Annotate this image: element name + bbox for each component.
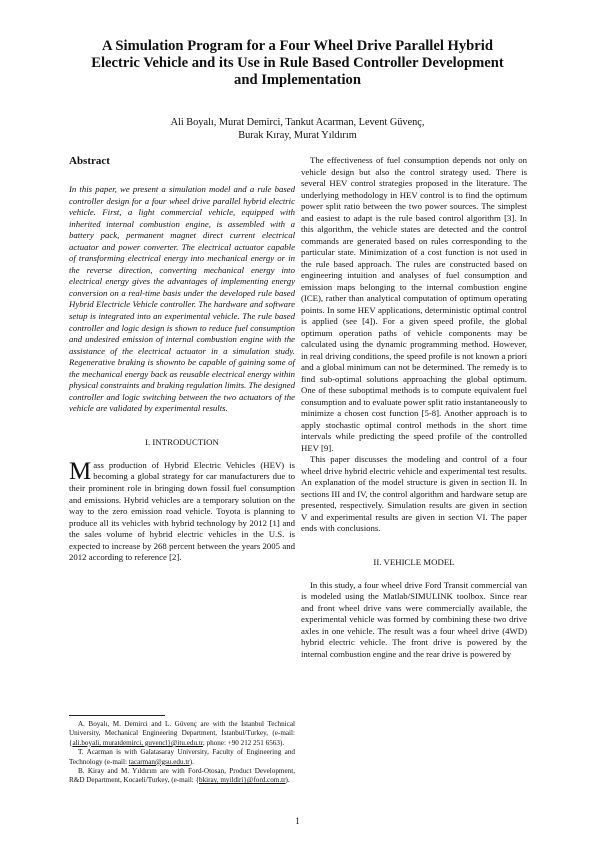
right-column (301, 155, 527, 660)
left-column (69, 155, 295, 564)
section-heading-introduction: I. INTRODUCTION (145, 436, 219, 447)
footnote-2 (69, 748, 295, 767)
body-paragraph-3: In this study, a four wheel drive Ford Transit commercial van is modeled using the Matlab/SIMULINK toolbox. Since rear and front wheel drive vans were commercially available, the experimental vehicle was formed by combining these two drive axles in one vehicle. The result was a four wheel drive (4WD) hybrid electric vehicle. The front drive is powered by the internal combustion engine and the rear drive is powered by (301, 579, 527, 659)
author-list (60, 116, 535, 142)
footnote-3 (69, 767, 295, 786)
footnote-1 (69, 720, 295, 748)
body-paragraph-1: The effectiveness of fuel consumption depends not only on vehicle design but also the control strategy used. There is several HEV control strategies proposed in the literature. The underlying methodology in HEV control is to find the optimum power split ratio between the two power sources. The simplest and easiest to adapt is the rule based control algorithm [3]. In this algorithm, the vehicle states are detected and the control commands are generated based on rules corresponding to the particular state. Minimization of a cost function is not used in the rule based approach. The rules are constructed based on engineering intuition and analyses of fuel consumption and emission maps belonging to the internal combustion engine (ICE), rather than analytical computation of optimum operating points. In some HEV applications, deterministic optimal control is applied (see [4]). For a given speed profile, the global optimum operation paths of vehicle components may be calculated using the dynamic programming method. However, in real driving conditions, the speed profile is not known a priori and a global minimum can not be determined. The remedy is to find sub-optimal solutions approaching the global optimum. One of these suboptimal methods is to compute equivalent fuel consumption and to evaluate power split ratio instantaneously to minimize a chosen cost function [5-8]. Another approach is to apply stochastic optimal control methods in the short time intervals while predicting the speed profile of the controlled HEV [9]. (301, 155, 527, 453)
footnote-3-text: B. Kiray and M. Yıldırım are with Ford-Otosan, Product Development, R&D Department, Kocaeli/Turkey, (e-mail: { (69, 767, 295, 785)
footnote-rule (69, 715, 165, 716)
section-heading-vehicle-model: II. VEHICLE MODEL (373, 556, 455, 567)
footnote-2-text: T. Acarman is with Galatasaray University, Faculty of Engineering and Technology (e-mail: (69, 748, 295, 766)
abstract-text: In this paper, we present a simulation model and a rule based controller design for a four wheel drive parallel hybrid electric vehicle. First, a light commercial vehicle, equipped with inherited internal combustion engine, is assembled with a battery pack, permanent magnet direct current electrical actuator and power converter. The electrical actuator capable of transforming electrical energy into mechanical energy or in the reverse direction, converting mechanical energy into electrical energy gives the advantages of implementing energy conversion on a real-time basis under the developed rule based Hybrid Electricle Vehicle controller. The hardware and software setup is integrated into an experimental vehicle. The rule based controller and logic design is shown to reduce fuel consumption and undesired emission of internal combustion engine with the assistance of the electrical actuator in a simulation study. Regenerative braking is shownto be capable of gaining some of the mechanical energy back as reusable electrical energy within physical constraints and braking regulation limits. The designed controller and logic switching between the two actuators of the vehicle are validated by experimental results. (69, 184, 295, 414)
title-line-2: Electric Vehicle and its Use in Rule Based Controller Development (91, 55, 504, 72)
footnote-1-phone: , phone: +90 212 251 6563). (202, 738, 285, 747)
body-paragraph-2: This paper discusses the modeling and control of a four wheel drive hybrid electric vehicle and experimental test results. An explanation of the model structure is given in section II. In sections III and IV, the control algorithm and hardware setup are presented, respectively. Simulation results are given in section V and experimental results are given in section VI. The paper ends with conclusions. (301, 454, 527, 533)
footnote-2-email[interactable]: tacarman@gsu.edu.tr (128, 757, 190, 766)
footnote-2-end: ). (189, 757, 194, 766)
title-line-1: A Simulation Program for a Four Wheel Drive Parallel Hybrid (102, 38, 493, 54)
footnote-3-end: ). (285, 776, 290, 785)
drop-cap: M (69, 457, 92, 485)
paper-title (60, 38, 535, 90)
authors-line-1: Ali Boyalı, Murat Demirci, Tankut Acarman, Levent Güvenç, (170, 117, 425, 128)
footnotes (69, 720, 295, 786)
introduction-text: ass production of Hybrid Electric Vehicles (HEV) is becoming a global strategy for car manufacturers due to their prominent role in bringing down fossil fuel consumption and emissions. Hybrid vehicles are a temporary solution on the way to the zero emission road vehicle. Toyota is planning to produce all its vehicles with hybrid technology by 2012 [1] and the sales volume of hybrid electric vehicles in the U.S. is expected to increase by 268 percent between the years 2005 and 2012 according to reference [2]. (69, 459, 295, 563)
authors-line-2: Burak Kıray, Murat Yıldırım (238, 130, 357, 141)
introduction-paragraph (69, 457, 295, 564)
abstract-heading: Abstract (69, 155, 110, 167)
footnote-1-text: A. Boyalı, M. Demirci and L. Güvenç are with the İstanbul Technical University, Mechanical Engineering Department, İstanbul/Turkey, (e-mail: { (69, 720, 295, 747)
footnote-1-emails[interactable]: ali.boyali, muratdemirci, guvencl}@itu.edu.tr (72, 738, 203, 747)
footnote-3-emails[interactable]: bkiray, myildiri}@ford.com.tr (199, 776, 286, 785)
page-number: 1 (295, 816, 300, 826)
title-line-3: and Implementation (234, 72, 361, 89)
